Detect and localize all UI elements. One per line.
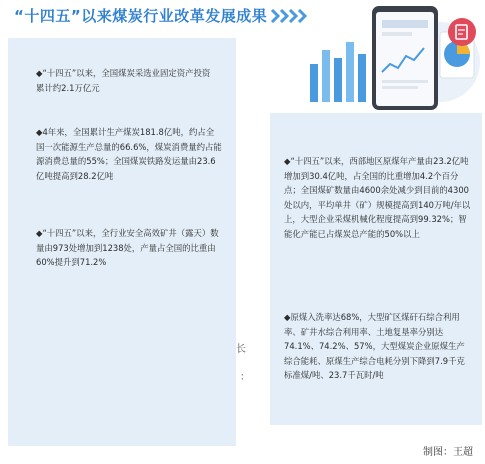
right-paragraph-1: ◆“十四五”以来，西部地区原煤年产量由23.2亿吨增加到30.4亿吨，占全国的比重增加4.2个百分点；全国煤矿数量由4600余处减少到目前的4300处以内，平均单井（矿）规模提高到140万吨/年以上，大型企业采煤机械化程度提高到99.32%；智能化产能已占煤炭总产能的50%以上: [284, 156, 471, 239]
right-paragraph-2: ◆原煤入洗率达68%，大型矿区煤矸石综合利用率、矿井水综合利用率、土地复垦率分别达74.1%、74.2%、57%，大型煤炭企业原煤生产综合能耗、原煤生产综合电耗分别下降到7.9千克标准煤/吨、23.7千瓦时/吨: [284, 312, 465, 380]
left-paragraph-1: ◆“十四五”以来，全国煤炭采选业固定资产投资累计约2.1万亿元: [36, 68, 211, 93]
bar-chart-icon: [310, 42, 366, 102]
credit: 制图：王超: [423, 447, 473, 458]
app-badge-icon: [448, 18, 476, 46]
stray-mark-2: ：: [240, 372, 250, 383]
hero-illustration: [290, 2, 485, 112]
page-title: “十四五”以来煤炭行业改革发展成果: [14, 7, 268, 25]
left-paragraph-3: ◆“十四五”以来，全行业安全高效矿井（露天）数量由973处增加到1238处，产量占全国的比重由60%提升到71.2%: [36, 228, 219, 267]
smartphone-icon: [372, 6, 438, 110]
stray-mark-1: 长: [236, 344, 246, 355]
left-paragraph-2: ◆4年来，全国累计生产煤炭181.8亿吨，约占全国一次能源生产总量的66.6%，煤炭消费量约占能源消费总量的55%；全国煤炭铁路发运量由23.6亿吨提高到28.2亿吨: [36, 127, 222, 181]
